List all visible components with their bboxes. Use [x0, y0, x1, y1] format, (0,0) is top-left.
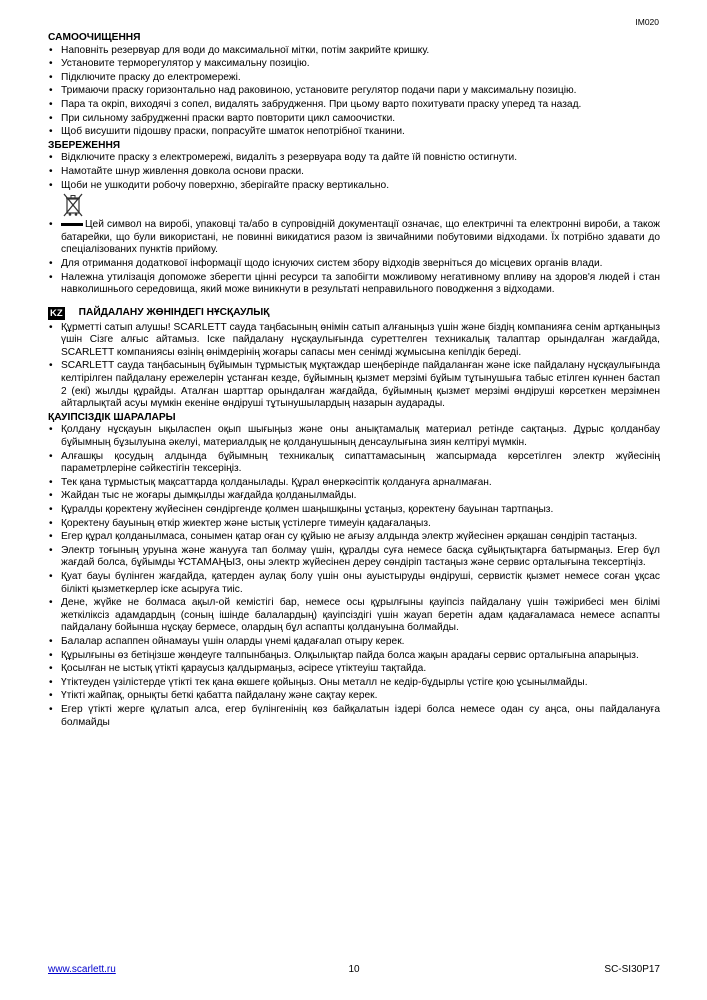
model-code: IM020 [635, 17, 659, 27]
self-clean-list [48, 45, 660, 139]
list-item: • Қуат бауы бүлінген жағдайда, қатерден аулақ болу үшін оны ауыстыруды өндіруші, сервистік қызмет немесе соған ұқсас білікті қызметкерлер іске асыруға тиіс. [48, 571, 660, 596]
list-item: • Підключите праску до електромережі. [48, 72, 660, 85]
list-item: • Егер үтікті жерге құлатып алса, егер бүлінгенінің көз байқалатын іздері болса немесе одан су аңса, оны пайдалануға болмайды [48, 704, 660, 729]
page-content [48, 32, 660, 730]
list-item: • SCARLETT сауда таңбасының бұйымын тұрмыстық мұқтаждар шеңберінде пайдаланған және іске пайдалану нұсқаулығында келтірілген пайдалану ережелерін ұстанған кезде, бұйымның қызмет мерзімі бұйым тұтынушыға табыс етілген күннен бастап 2 (екі) жылды құрайды. Аталған шарттар орындалған жағдайда, бұйымның қызмет мерзімі өндіруші көрсеткен мерзімнен айтарлықтай асуы мүмкін екеніне өндіруші тұтынушылардың назарын аударады. [48, 360, 660, 410]
language-badge: KZ [50, 307, 63, 319]
list-item: • Для отримання додаткової інформації щодо існуючих систем збору відходів зверніться до місцевих органів влади. [48, 258, 660, 271]
list-item: • Құрылғыны өз бетіңізше жөндеуге талпынбаңыз. Олқылықтар пайда болса жақын арадағы сервис орталығына апарыңыз. [48, 650, 660, 663]
list-item: • Щоб висушити підошву праски, попрасуйте шматок непотрібної тканини. [48, 126, 660, 139]
list-item: • Электр тоғының уруына және жанууға тап болмау үшін, құралды суға немесе басқа сұйықтықтарға батырмаңыз. Егер бұл жағдай болса, бұйымды ҰСТАМАҢЫЗ, оны электр жүйесінен дереу сөндіріп тастаңыз және сервис орталығына тексертіңіз. [48, 545, 660, 570]
list-item: • Тримаючи праску горизонтально над раковиною, установите регулятор подачи пари у максимальну позицію. [48, 85, 660, 98]
list-item: • Жайдан тыс не жоғары дымқылды жағдайда қолданылмайды. [48, 490, 660, 503]
list-item [48, 219, 660, 257]
list-item: • Балалар аспаппен ойнамауы үшін оларды үнемі қадағалап отыру керек. [48, 636, 660, 649]
list-item: • Дене, жүйке не болмаса ақыл-ой кемістігі бар, немесе осы құрылғыны қауіпсіз пайдалану үшін тәжірибесі мен білімі жеткіліксіз адамдардың (соның ішінде балалардың) қауіпсіздігі үшін жауап беретін адам қадағаламаса немесе аспапты пайдалану бойынша нұсқау бермесе, олардың бұл аспапты қолдануына болмайды. [48, 597, 660, 635]
list-item: • Үтіктеуден үзілістерде үтікті тек қана өкшеге қойыңыз. Оны металл не кедір-бұдырлы үстіге қою ұсынылмайды. [48, 677, 660, 690]
list-item: • Належна утилізація допоможе зберегти цінні ресурси та запобігти можливому негативному впливу на здоров'я людей і стан навколишнього середовища, який може виникнути в результаті неправильного поводження з відходами. [48, 272, 660, 297]
list-item: • Үтікті жайпақ, орнықты беткі қабатта пайдалану және сақтау керек. [48, 690, 660, 703]
list-item: • При сильному забрудженні праски варто повторити цикл самоочистки. [48, 113, 660, 126]
list-item: • Пара та окріп, виходячі з сопел, видалять забрудження. При цьому варто похитувати праску уперед та назад. [48, 99, 660, 112]
list-item: • Установите терморегулятор у максимальну позицію. [48, 58, 660, 71]
list-item: • Егер құрал қолданылмаса, сонымен қатар оған су құйыю не ағызу алдында электр жүйесінен әрқашан сөндіріп тастаңыз. [48, 531, 660, 544]
page-number: 10 [348, 964, 360, 975]
list-item: • Відключите праску з електромережі, видаліть з резервуара воду та дайте їй повністю остигнути. [48, 152, 660, 165]
list-item: • Құрметті сатып алушы! SCARLETT сауда таңбасының өнімін сатып алғаныңыз үшін және біздің компанияға сенім артқаныңыз үшін Сізге алғыс айтамыз. Іске пайдалану нұсқаулығында суреттелген техникалық талаптар орындалған жағдайда, SCARLETT компаниясы өзінің өнімдерінің жоғары сапасы мен сенімді жұмысына кепілдік береді. [48, 322, 660, 360]
weee-bar-icon [61, 223, 83, 226]
kz-heading: ПАЙДАЛАНУ ЖӨНІНДЕГІ НҰСҚАУЛЫҚ [78, 306, 270, 318]
list-item: • Алғашқы қосудың алдында бұйымның техникалық сипаттамасының жапсырмада көрсетілген электр жүйесінің параметрлеріне сәйкестігін тексеріңіз. [48, 451, 660, 476]
list-item: • Тек қана тұрмыстық мақсаттарда қолданылады. Құрал өнеркәсіптік қолдануға арналмаған. [48, 477, 660, 490]
disposal-list [48, 219, 660, 297]
safety-list [48, 424, 660, 729]
disposal-text: Цей символ на виробі, упаковці та/або в супровідній документації означає, що електричні та електронні вироби, а також батарейки, що були використані, не повинні викидатися разом із звичайними побутовими відходами. Їх потрібно здавати до спеціалізованих пунктів прийому. [61, 219, 660, 256]
list-item: • Намотайте шнур живлення довкола основи праски. [48, 166, 660, 179]
list-item: • Құралды қоректену жүйесінен сөндіргенде қолмен шаңышқыны ұстаңыз, қоректену бауынан тартпаңыз. [48, 504, 660, 517]
kz-intro-list [48, 322, 660, 411]
storage-list [48, 152, 660, 192]
self-clean-heading: САМООЧИЩЕННЯ [48, 32, 141, 43]
crossed-bin-icon [62, 193, 84, 217]
list-item: • Наповніть резервуар для води до максимальної мітки, потім закрийте кришку. [48, 45, 660, 58]
website-link[interactable]: www.scarlett.ru [48, 964, 116, 975]
weee-symbol-row [48, 193, 660, 219]
kz-section-title [48, 307, 660, 320]
list-item: • Қоректену бауының өткір жиектер және ыстық үстілерге тимеуін қадағалаңыз. [48, 518, 660, 531]
product-code: SC-SI30P17 [604, 964, 660, 975]
list-item: • Қолдану нұсқауын ықыласпен оқып шығыңыз және оны анықтамалық материал ретінде сақтаңыз. Дұрыс қолданбау бұйымның бұзылуына әкелуі, материалдық не қолданушының денсаулығына зиян келтіруі мүмкін. [48, 424, 660, 449]
safety-heading: ҚАУІПСІЗДІК ШАРАЛАРЫ [48, 411, 176, 423]
storage-heading: ЗБЕРЕЖЕННЯ [48, 139, 121, 151]
list-item: • Қосылған не ыстық үтікті қараусыз қалдырмаңыз, әсіресе үтіктеуіш тақтайда. [48, 663, 660, 676]
list-item: • Щоби не ушкодити робочу поверхню, зберігайте праску вертикально. [48, 180, 660, 193]
